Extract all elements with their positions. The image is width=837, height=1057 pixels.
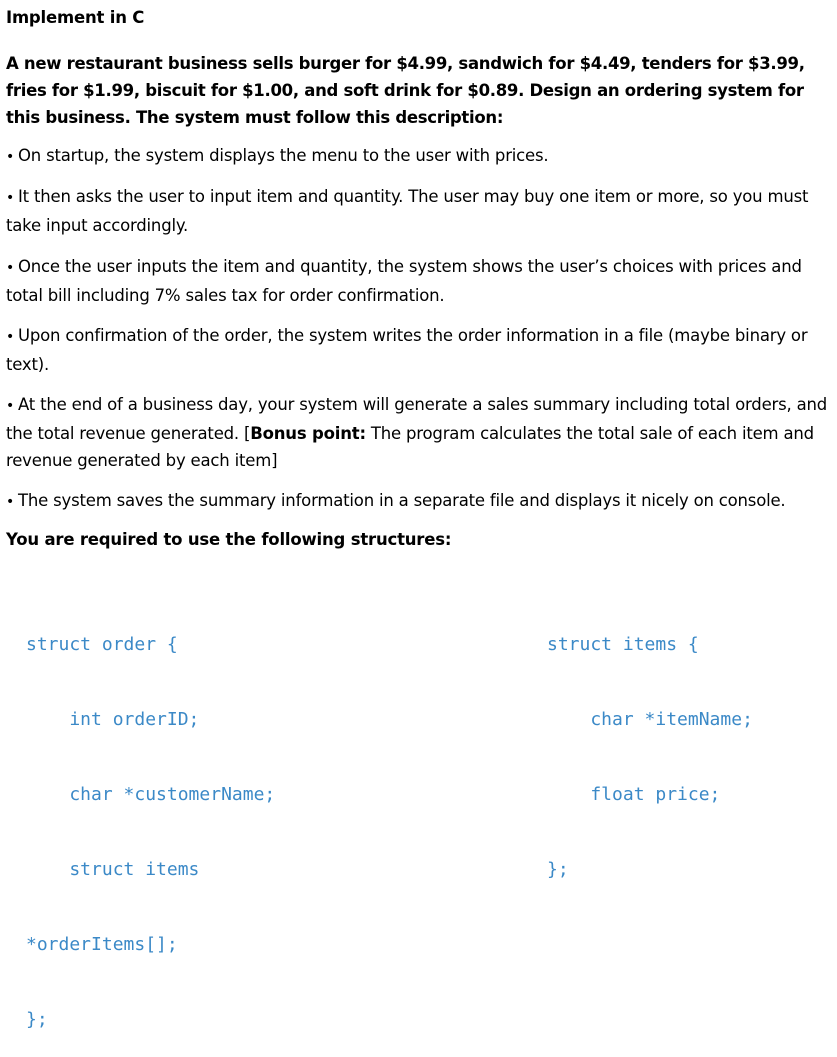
bullet-item-sales-summary: [6, 391, 832, 474]
bullet-item-confirmation: [6, 253, 832, 309]
page-title: Implement in C: [6, 8, 145, 27]
code-line: char *itemName;: [547, 709, 753, 730]
code-line: *orderItems[];: [26, 934, 178, 955]
code-line: };: [26, 1009, 48, 1030]
bullet-text: It then asks the user to input item and quantity. The user may buy one item or more, so you must take input accordingly.: [6, 187, 809, 235]
bullet-text: On startup, the system displays the menu to the user with prices.: [18, 146, 549, 165]
bullet-text: The system saves the summary information in a separate file and displays it nicely on console.: [18, 491, 786, 510]
bullet-item-save-summary: [6, 487, 832, 516]
code-line: struct items {: [547, 634, 699, 655]
bullet-icon: •: [6, 190, 15, 206]
bullet-text: Upon confirmation of the order, the system writes the order information in a file (maybe binary or text).: [6, 326, 808, 374]
required-structures-heading: You are required to use the following structures:: [6, 530, 452, 549]
code-line: int orderID;: [26, 709, 200, 730]
code-block-items-struct: [547, 582, 753, 907]
code-block-order-struct: [26, 582, 275, 1057]
bullet-item-input: [6, 183, 832, 239]
code-line: struct order {: [26, 634, 178, 655]
intro-paragraph: A new restaurant business sells burger for $4.99, sandwich for $4.49, tenders for $3.99, fries for $1.99, biscuit for $1.00, and soft drink for $0.89. Design an ordering system for this business. The system must follow this description:: [6, 54, 805, 127]
bullet-text: Once the user inputs the item and quantity, the system shows the user’s choices with prices and total bill including 7% sales tax for order confirmation.: [6, 257, 802, 305]
bullet-icon: •: [6, 329, 15, 345]
bullet-icon: •: [6, 398, 15, 414]
bonus-label: Bonus point:: [250, 424, 366, 443]
bullet-icon: •: [6, 494, 15, 510]
bonus-text: The program calculates the total sale of each item and revenue generated by each item]: [6, 424, 814, 470]
bullet-item-startup: [6, 142, 832, 171]
code-line: };: [547, 859, 569, 880]
code-line: float price;: [547, 784, 721, 805]
code-line: struct items: [26, 859, 200, 880]
bullet-icon: •: [6, 149, 15, 165]
bullet-text: At the end of a business day, your system will generate a sales summary including total orders, and the total revenue generated. [: [6, 395, 828, 443]
code-line: char *customerName;: [26, 784, 276, 805]
bullet-icon: •: [6, 260, 15, 276]
bullet-item-file-write: [6, 322, 832, 378]
